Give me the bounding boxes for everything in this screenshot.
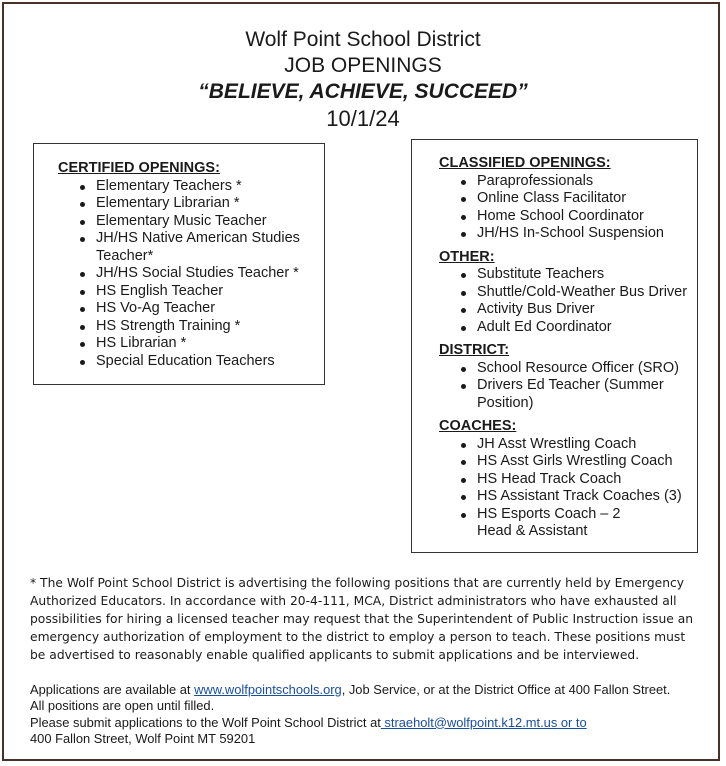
email-link[interactable]: straeholt@wolfpoint.k12.mt.us bbox=[380, 714, 558, 730]
list-item: Home School Coordinator bbox=[477, 208, 697, 226]
coaches-list bbox=[439, 436, 697, 541]
list-item: HS Head Track Coach bbox=[477, 471, 697, 489]
apply-line-4: 400 Fallon Street, Wolf Point MT 59201 bbox=[30, 730, 256, 746]
other-title: OTHER: bbox=[439, 248, 495, 265]
list-item: HS Asst Girls Wrestling Coach bbox=[477, 453, 697, 471]
emergency-authorization-footnote: * The Wolf Point School District is advertising the following positions that are currently held by Emergency Authorized Educators. In accordance with 20-4-111, MCA, District administrators who have exhausted all possibilities for hiring a licensed teacher may request that the Superintendent of Public Instruction issue an emergency authorization of employment to the district to employ a person to teach. These positions must be advertised to reasonably enable qualified applicants to submit applications and be interviewed. bbox=[30, 576, 694, 662]
district-name: Wolf Point School District bbox=[245, 28, 481, 51]
list-item: Activity Bus Driver bbox=[477, 301, 697, 319]
list-item: Substitute Teachers bbox=[477, 266, 697, 284]
apply-line-2: All positions are open until filled. bbox=[30, 698, 215, 714]
list-item: JH/HS Native American Studies Teacher* bbox=[96, 230, 324, 265]
website-link[interactable]: www.wolfpointschools.org bbox=[194, 682, 342, 697]
list-item: Paraprofessionals bbox=[477, 173, 697, 191]
list-item: HS Strength Training * bbox=[96, 318, 324, 336]
list-item: HS Vo-Ag Teacher bbox=[96, 300, 324, 318]
certified-title: CERTIFIED OPENINGS: bbox=[58, 160, 220, 176]
list-item: Elementary Music Teacher bbox=[96, 213, 324, 231]
posting-date: 10/1/24 bbox=[326, 106, 400, 131]
other-list bbox=[439, 266, 697, 336]
list-item: JH/HS Social Studies Teacher * bbox=[96, 265, 324, 283]
list-item: Drivers Ed Teacher (Summer Position) bbox=[477, 377, 697, 412]
district-title: DISTRICT: bbox=[439, 342, 510, 358]
district-list bbox=[439, 360, 697, 413]
coaches-title: COACHES: bbox=[439, 418, 517, 434]
certified-openings-box bbox=[33, 143, 325, 385]
list-item: Elementary Teachers * bbox=[96, 178, 324, 196]
list-item: School Resource Officer (SRO) bbox=[477, 360, 697, 378]
page-title: JOB OPENINGS bbox=[284, 54, 442, 77]
list-item: Adult Ed Coordinator bbox=[477, 319, 697, 337]
list-item: Special Education Teachers bbox=[96, 353, 324, 371]
list-item: JH Asst Wrestling Coach bbox=[477, 436, 697, 454]
list-item: HS English Teacher bbox=[96, 283, 324, 301]
list-item: JH/HS In-School Suspension bbox=[477, 225, 697, 243]
classified-title: CLASSIFIED OPENINGS: bbox=[439, 155, 611, 171]
classified-openings-box bbox=[411, 139, 698, 553]
list-item: Elementary Librarian * bbox=[96, 195, 324, 213]
classified-list bbox=[439, 173, 697, 243]
apply-line-3: Please submit applications to the Wolf Point School District at straeholt@wolfpoint.k12.mt.us or to bbox=[30, 714, 587, 730]
list-item: Shuttle/Cold-Weather Bus Driver bbox=[477, 284, 697, 302]
motto: “BELIEVE, ACHIEVE, SUCCEED” bbox=[198, 80, 528, 103]
list-item: HS Librarian * bbox=[96, 335, 324, 353]
list-item: Online Class Facilitator bbox=[477, 190, 697, 208]
application-info bbox=[30, 682, 710, 747]
apply-line-1: Applications are available at www.wolfpointschools.org, Job Service, or at the District Office at 400 Fallon Street. bbox=[30, 682, 671, 697]
certified-list bbox=[58, 178, 324, 371]
list-item: HS Esports Coach – 2 Head & Assistant bbox=[477, 506, 647, 541]
list-item: HS Assistant Track Coaches (3) bbox=[477, 488, 697, 506]
